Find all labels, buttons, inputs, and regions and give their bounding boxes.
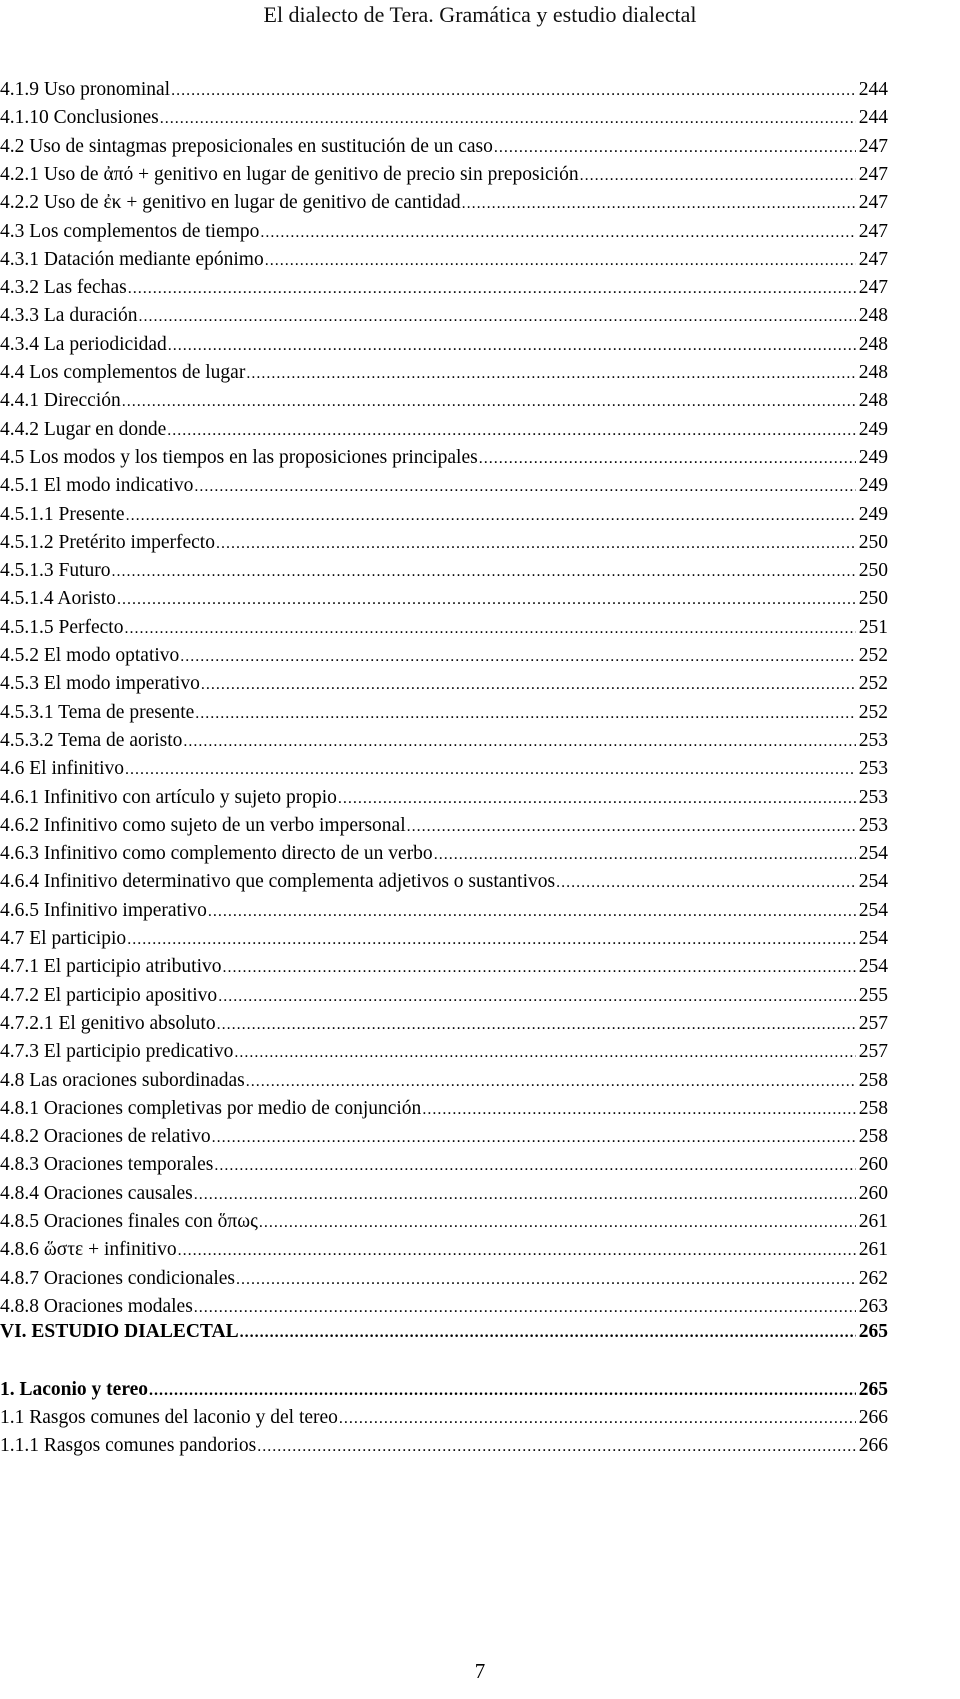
toc-entry-page: 247 bbox=[858, 163, 888, 185]
toc-entry-page: 248 bbox=[858, 390, 888, 412]
toc-entry-page: 258 bbox=[858, 1126, 888, 1148]
toc-entry[interactable] bbox=[0, 672, 888, 696]
toc-entry-title: 4.5.2 El modo optativo bbox=[0, 645, 180, 666]
toc-entry-page: 260 bbox=[858, 1154, 888, 1176]
toc-entry-title: VI. ESTUDIO DIALECTAL bbox=[0, 1321, 239, 1342]
dot-leader bbox=[338, 787, 856, 810]
toc-entry[interactable] bbox=[0, 616, 888, 640]
toc-entry-title: 4.1.10 Conclusiones bbox=[0, 107, 159, 129]
toc-entry-page: 252 bbox=[858, 673, 888, 695]
toc-entry[interactable] bbox=[0, 1069, 888, 1093]
toc-entry[interactable] bbox=[0, 220, 888, 244]
toc-entry[interactable] bbox=[0, 446, 888, 470]
toc-entry-title: 4.8.4 Oraciones causales bbox=[0, 1182, 193, 1204]
toc-entry[interactable] bbox=[0, 927, 888, 951]
toc-entry[interactable] bbox=[0, 1434, 888, 1458]
toc-entry-page: 254 bbox=[858, 928, 888, 949]
toc-entry-page: 253 bbox=[858, 758, 888, 780]
toc-entry-page: 265 bbox=[858, 1321, 888, 1342]
toc-entry-page: 266 bbox=[858, 1407, 888, 1428]
toc-entry-title: 4.4.1 Dirección bbox=[0, 390, 121, 412]
toc-entry[interactable] bbox=[0, 1040, 888, 1064]
toc-entry-title: 4.8 Las oraciones subordinadas bbox=[0, 1069, 245, 1091]
toc-entry-page: 247 bbox=[858, 277, 888, 299]
toc-entry[interactable] bbox=[0, 814, 888, 838]
toc-entry[interactable] bbox=[0, 786, 888, 810]
toc-entry[interactable] bbox=[0, 474, 888, 498]
dot-leader bbox=[124, 617, 855, 640]
toc-entry-page: 254 bbox=[858, 956, 888, 978]
page-number: 7 bbox=[474, 1659, 486, 1683]
toc-entry-title: 4.2 Uso de sintagmas preposicionales en sustitución de un caso bbox=[0, 135, 493, 157]
toc-entry[interactable] bbox=[0, 1153, 888, 1177]
toc-entry-title: 4.2.2 Uso de ἐκ + genitivo en lugar de genitivo de cantidad bbox=[0, 192, 461, 214]
toc-entry-page: 255 bbox=[858, 984, 888, 1006]
toc-entry[interactable] bbox=[0, 248, 888, 272]
toc-entry[interactable] bbox=[0, 1238, 888, 1262]
toc-entry[interactable] bbox=[0, 1012, 888, 1036]
toc-entry-title: 4.5.1 El modo indicativo bbox=[0, 475, 194, 497]
dot-leader bbox=[580, 164, 856, 187]
toc-entry[interactable] bbox=[0, 361, 888, 385]
toc-entry-page: 249 bbox=[858, 475, 888, 497]
toc-entry[interactable] bbox=[0, 984, 888, 1008]
toc-entry-title: 4.8.1 Oraciones completivas por medio de conjunción bbox=[0, 1097, 422, 1119]
dot-leader bbox=[112, 560, 856, 583]
dot-leader bbox=[194, 1296, 856, 1319]
toc-entry-title: 4.5.1.3 Futuro bbox=[0, 560, 111, 582]
toc-entry[interactable] bbox=[0, 418, 888, 442]
dot-leader bbox=[178, 1239, 856, 1262]
toc-entry-page: 254 bbox=[858, 843, 888, 865]
dot-leader bbox=[125, 758, 856, 781]
toc-entry-title: 4.5 Los modos y los tiempos en las proposiciones principales bbox=[0, 446, 478, 468]
dot-leader bbox=[422, 1098, 855, 1121]
toc-entry-title: 4.5.3.2 Tema de aoristo bbox=[0, 729, 183, 751]
toc-entry-page: 247 bbox=[858, 192, 888, 214]
toc-entry-page: 254 bbox=[858, 871, 888, 893]
toc-entry[interactable] bbox=[0, 1267, 888, 1291]
toc-entry[interactable] bbox=[0, 1097, 888, 1121]
dot-leader bbox=[180, 645, 855, 668]
toc-entry-title: 4.7 El participio bbox=[0, 928, 127, 949]
dot-leader bbox=[339, 1407, 856, 1430]
toc-entry[interactable] bbox=[0, 870, 888, 894]
toc-entry[interactable] bbox=[0, 729, 888, 753]
dot-leader bbox=[434, 843, 856, 866]
toc-entry[interactable] bbox=[0, 701, 888, 725]
dot-leader bbox=[234, 1041, 855, 1064]
dot-leader bbox=[212, 1126, 856, 1149]
dot-leader bbox=[556, 871, 856, 894]
toc-entry-title: 4.8.5 Oraciones finales con ὅπως bbox=[0, 1211, 258, 1232]
dot-leader bbox=[126, 504, 856, 527]
toc-entry-title: 4.8.3 Oraciones temporales bbox=[0, 1154, 214, 1176]
toc-entry-title: 4.7.2 El participio apositivo bbox=[0, 984, 218, 1006]
toc-entry-page: 261 bbox=[858, 1211, 888, 1232]
toc-entry[interactable] bbox=[0, 644, 888, 668]
toc-entry-page: 257 bbox=[858, 1041, 888, 1063]
toc-entry-page: 247 bbox=[858, 248, 888, 270]
dot-leader bbox=[265, 249, 856, 272]
toc-entry[interactable] bbox=[0, 1182, 888, 1206]
toc-entry-page: 261 bbox=[858, 1239, 888, 1261]
toc-entry-page: 262 bbox=[858, 1267, 888, 1289]
toc-entry-page: 248 bbox=[858, 305, 888, 327]
toc-entry[interactable] bbox=[0, 1295, 888, 1319]
toc-entry-title: 4.7.1 El participio atributivo bbox=[0, 956, 222, 978]
toc-entry-title: 4.6.3 Infinitivo como complemento directo de un verbo bbox=[0, 843, 433, 865]
dot-leader bbox=[127, 928, 856, 951]
toc-entry[interactable] bbox=[0, 1406, 888, 1430]
dot-leader bbox=[217, 1013, 856, 1036]
toc-entry-page: 248 bbox=[858, 333, 888, 355]
dot-leader bbox=[128, 277, 856, 300]
dot-leader bbox=[257, 1435, 856, 1458]
toc-entry-title: 4.6.1 Infinitivo con artículo y sujeto propio bbox=[0, 786, 337, 808]
toc-entry-title: 1.1.1 Rasgos comunes pandorios bbox=[0, 1435, 257, 1456]
toc-entry-title: 4.3.4 La periodicidad bbox=[0, 333, 167, 355]
toc-entry[interactable] bbox=[0, 503, 888, 527]
toc-entry[interactable] bbox=[0, 1378, 888, 1402]
toc-entry[interactable] bbox=[0, 899, 888, 923]
toc-entry-page: 248 bbox=[858, 362, 888, 383]
toc-entry-title: 4.2.1 Uso de ἀπό + genitivo en lugar de genitivo de precio sin preposición bbox=[0, 163, 579, 185]
toc-entry-title: 4.8.7 Oraciones condicionales bbox=[0, 1267, 236, 1289]
toc-entry-title: 4.4 Los complementos de lugar bbox=[0, 362, 246, 383]
toc-entry-page: 251 bbox=[858, 616, 888, 638]
dot-leader bbox=[168, 334, 856, 357]
toc-entry-page: 244 bbox=[858, 107, 888, 129]
toc-entry-page: 250 bbox=[858, 531, 888, 553]
dot-leader bbox=[494, 136, 856, 159]
dot-leader bbox=[259, 1211, 856, 1234]
toc-entry-title: 4.8.6 ὥστε + infinitivo bbox=[0, 1239, 177, 1261]
toc-entry-page: 260 bbox=[858, 1182, 888, 1204]
dot-leader bbox=[117, 588, 856, 611]
toc-entry-title: 4.1.9 Uso pronominal bbox=[0, 79, 171, 100]
toc-entry-page: 250 bbox=[858, 588, 888, 610]
dot-leader bbox=[149, 1379, 856, 1402]
dot-leader bbox=[216, 532, 856, 555]
dot-leader bbox=[139, 305, 856, 328]
toc-entry-title: 4.5.1.2 Pretérito imperfecto bbox=[0, 531, 215, 553]
toc-entry[interactable] bbox=[0, 1210, 888, 1234]
toc-entry-title: 4.6 El infinitivo bbox=[0, 758, 125, 780]
toc-entry-page: 252 bbox=[858, 645, 888, 666]
toc-entry[interactable] bbox=[0, 587, 888, 611]
toc-entry[interactable] bbox=[0, 163, 888, 187]
toc-entry-title: 4.4.2 Lugar en donde bbox=[0, 418, 167, 440]
toc-entry-page: 249 bbox=[858, 446, 888, 468]
dot-leader bbox=[223, 956, 856, 979]
toc-entry[interactable] bbox=[0, 276, 888, 300]
toc-entry-title: 4.8.2 Oraciones de relativo bbox=[0, 1126, 211, 1148]
dot-leader bbox=[194, 1183, 856, 1206]
toc-entry-page: 265 bbox=[858, 1379, 888, 1400]
toc-entry[interactable] bbox=[0, 531, 888, 555]
dot-leader bbox=[201, 673, 856, 696]
toc-entry-title: 4.5.3 El modo imperativo bbox=[0, 673, 200, 695]
dot-leader bbox=[194, 475, 855, 498]
toc-entry[interactable] bbox=[0, 135, 888, 159]
dot-leader bbox=[195, 702, 855, 725]
dot-leader bbox=[246, 1070, 856, 1093]
toc-entry[interactable] bbox=[0, 304, 888, 328]
toc-entry-title: 4.3 Los complementos de tiempo bbox=[0, 220, 260, 242]
toc-entry-page: 257 bbox=[858, 1012, 888, 1034]
toc-entry-title: 1. Laconio y tereo bbox=[0, 1379, 149, 1400]
toc-entry[interactable] bbox=[0, 333, 888, 357]
dot-leader bbox=[246, 362, 855, 385]
toc-entry-title: 4.5.3.1 Tema de presente bbox=[0, 701, 195, 723]
toc-entry[interactable] bbox=[0, 389, 888, 413]
toc-entry-title: 4.6.4 Infinitivo determinativo que complementa adjetivos o sustantivos bbox=[0, 871, 556, 893]
dot-leader bbox=[122, 390, 856, 413]
toc-entry-title: 4.6.2 Infinitivo como sujeto de un verbo impersonal bbox=[0, 814, 406, 836]
toc-entry[interactable] bbox=[0, 1320, 888, 1344]
toc-entry-page: 252 bbox=[858, 701, 888, 723]
toc-entry-page: 253 bbox=[858, 786, 888, 808]
toc-entry-title: 4.8.8 Oraciones modales bbox=[0, 1295, 193, 1317]
toc-entry-page: 266 bbox=[858, 1435, 888, 1456]
toc-entry-title: 4.6.5 Infinitivo imperativo bbox=[0, 899, 207, 921]
dot-leader bbox=[218, 985, 856, 1008]
toc-entry-title: 4.3.2 Las fechas bbox=[0, 277, 127, 299]
toc-entry-page: 258 bbox=[858, 1097, 888, 1119]
toc-entry-title: 1.1 Rasgos comunes del laconio y del tereo bbox=[0, 1407, 338, 1428]
toc-entry-title: 4.7.2.1 El genitivo absoluto bbox=[0, 1012, 216, 1034]
dot-leader bbox=[462, 192, 856, 215]
toc-entry-page: 249 bbox=[858, 418, 888, 440]
toc-entry-page: 247 bbox=[858, 135, 888, 157]
toc-entry[interactable] bbox=[0, 1125, 888, 1149]
dot-leader bbox=[171, 79, 856, 102]
dot-leader bbox=[407, 815, 856, 838]
toc-entry-title: 4.3.3 La duración bbox=[0, 305, 138, 327]
dot-leader bbox=[240, 1321, 856, 1344]
toc-entry-page: 254 bbox=[858, 899, 888, 921]
toc-entry-page: 250 bbox=[858, 560, 888, 582]
toc-entry-page: 249 bbox=[858, 503, 888, 525]
toc-entry-title: 4.5.1.4 Aoristo bbox=[0, 588, 116, 610]
toc-entry[interactable] bbox=[0, 106, 888, 130]
toc-entry-title: 4.5.1.5 Perfecto bbox=[0, 616, 124, 638]
dot-leader bbox=[160, 107, 856, 130]
toc-entry[interactable] bbox=[0, 955, 888, 979]
toc-entry-page: 247 bbox=[858, 220, 888, 242]
dot-leader bbox=[214, 1154, 855, 1177]
dot-leader bbox=[208, 900, 856, 923]
toc-entry[interactable] bbox=[0, 757, 888, 781]
dot-leader bbox=[236, 1268, 856, 1291]
toc-entry[interactable] bbox=[0, 842, 888, 866]
dot-leader bbox=[183, 730, 855, 753]
toc-entry-title: 4.5.1.1 Presente bbox=[0, 503, 125, 525]
toc-entry-page: 244 bbox=[858, 79, 888, 100]
toc-entry-page: 253 bbox=[858, 729, 888, 751]
toc-entry-page: 258 bbox=[858, 1069, 888, 1091]
dot-leader bbox=[167, 419, 856, 442]
dot-leader bbox=[260, 221, 855, 244]
toc-entry-page: 253 bbox=[858, 814, 888, 836]
dot-leader bbox=[479, 447, 856, 470]
toc-entry-title: 4.3.1 Datación mediante epónimo bbox=[0, 248, 264, 270]
toc-entry[interactable] bbox=[0, 559, 888, 583]
toc-entry[interactable] bbox=[0, 191, 888, 215]
toc-entry[interactable] bbox=[0, 78, 888, 102]
running-header: El dialecto de Tera. Gramática y estudio dialectal bbox=[263, 2, 697, 27]
toc-entry-page: 263 bbox=[858, 1295, 888, 1317]
toc-entry-title: 4.7.3 El participio predicativo bbox=[0, 1041, 234, 1063]
